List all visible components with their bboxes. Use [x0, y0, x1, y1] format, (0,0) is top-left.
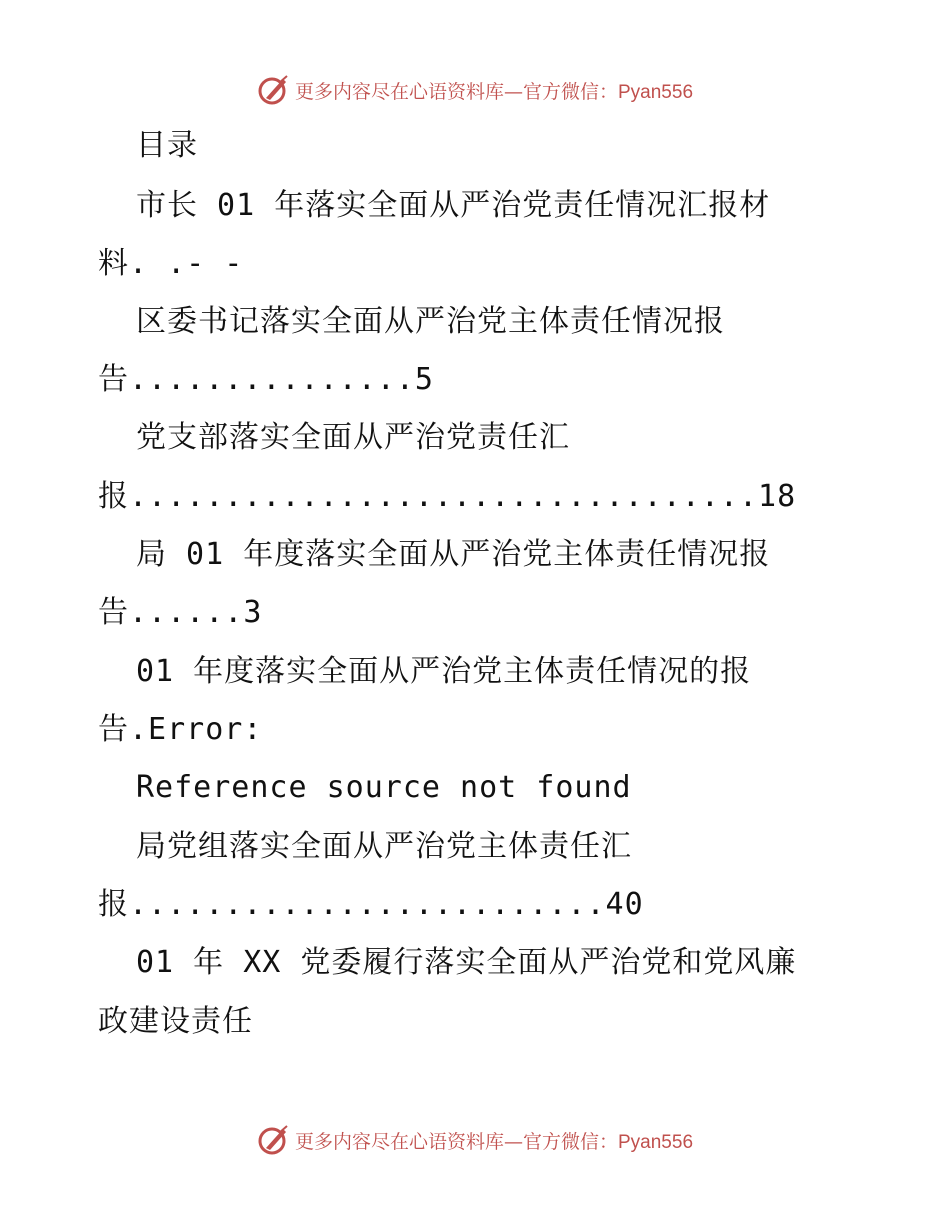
toc-line: 料. .- - [98, 246, 244, 281]
toc-line: Reference source not found [136, 770, 632, 805]
wechat-id: Pyan556 [618, 81, 694, 103]
toc-line: 告......3 [98, 595, 263, 630]
toc-line: 01 年度落实全面从严治党主体责任情况的报 [136, 654, 752, 689]
toc-line: 政建设责任 [98, 1004, 253, 1039]
banner-label: 更多内容尽在心语资料库—官方微信： [294, 1130, 618, 1153]
toc-line: 告.Error: [98, 712, 263, 747]
toc-line: 报.................................18 [98, 479, 797, 514]
wechat-id: Pyan556 [618, 1131, 694, 1153]
footer-banner [0, 1120, 950, 1160]
toc-line: 告...............5 [98, 362, 434, 397]
toc-heading: 目录 [136, 128, 198, 163]
banner-text [295, 1127, 693, 1154]
toc-line: 报.........................40 [98, 887, 644, 922]
toc-line: 局党组落实全面从严治党主体责任汇 [136, 829, 632, 864]
banner-label: 更多内容尽在心语资料库—官方微信： [294, 80, 618, 103]
toc-line: 局 01 年度落实全面从严治党主体责任情况报 [136, 537, 771, 572]
toc-line: 市长 01 年落实全面从严治党责任情况汇报材 [136, 188, 771, 223]
toc-line: 党支部落实全面从严治党责任汇 [136, 420, 570, 455]
toc-line: 01 年 XX 党委履行落实全面从严治党和党风廉 [136, 945, 797, 980]
quill-pen-circle-icon [257, 1123, 291, 1157]
toc-line: 区委书记落实全面从严治党主体责任情况报 [136, 304, 725, 339]
